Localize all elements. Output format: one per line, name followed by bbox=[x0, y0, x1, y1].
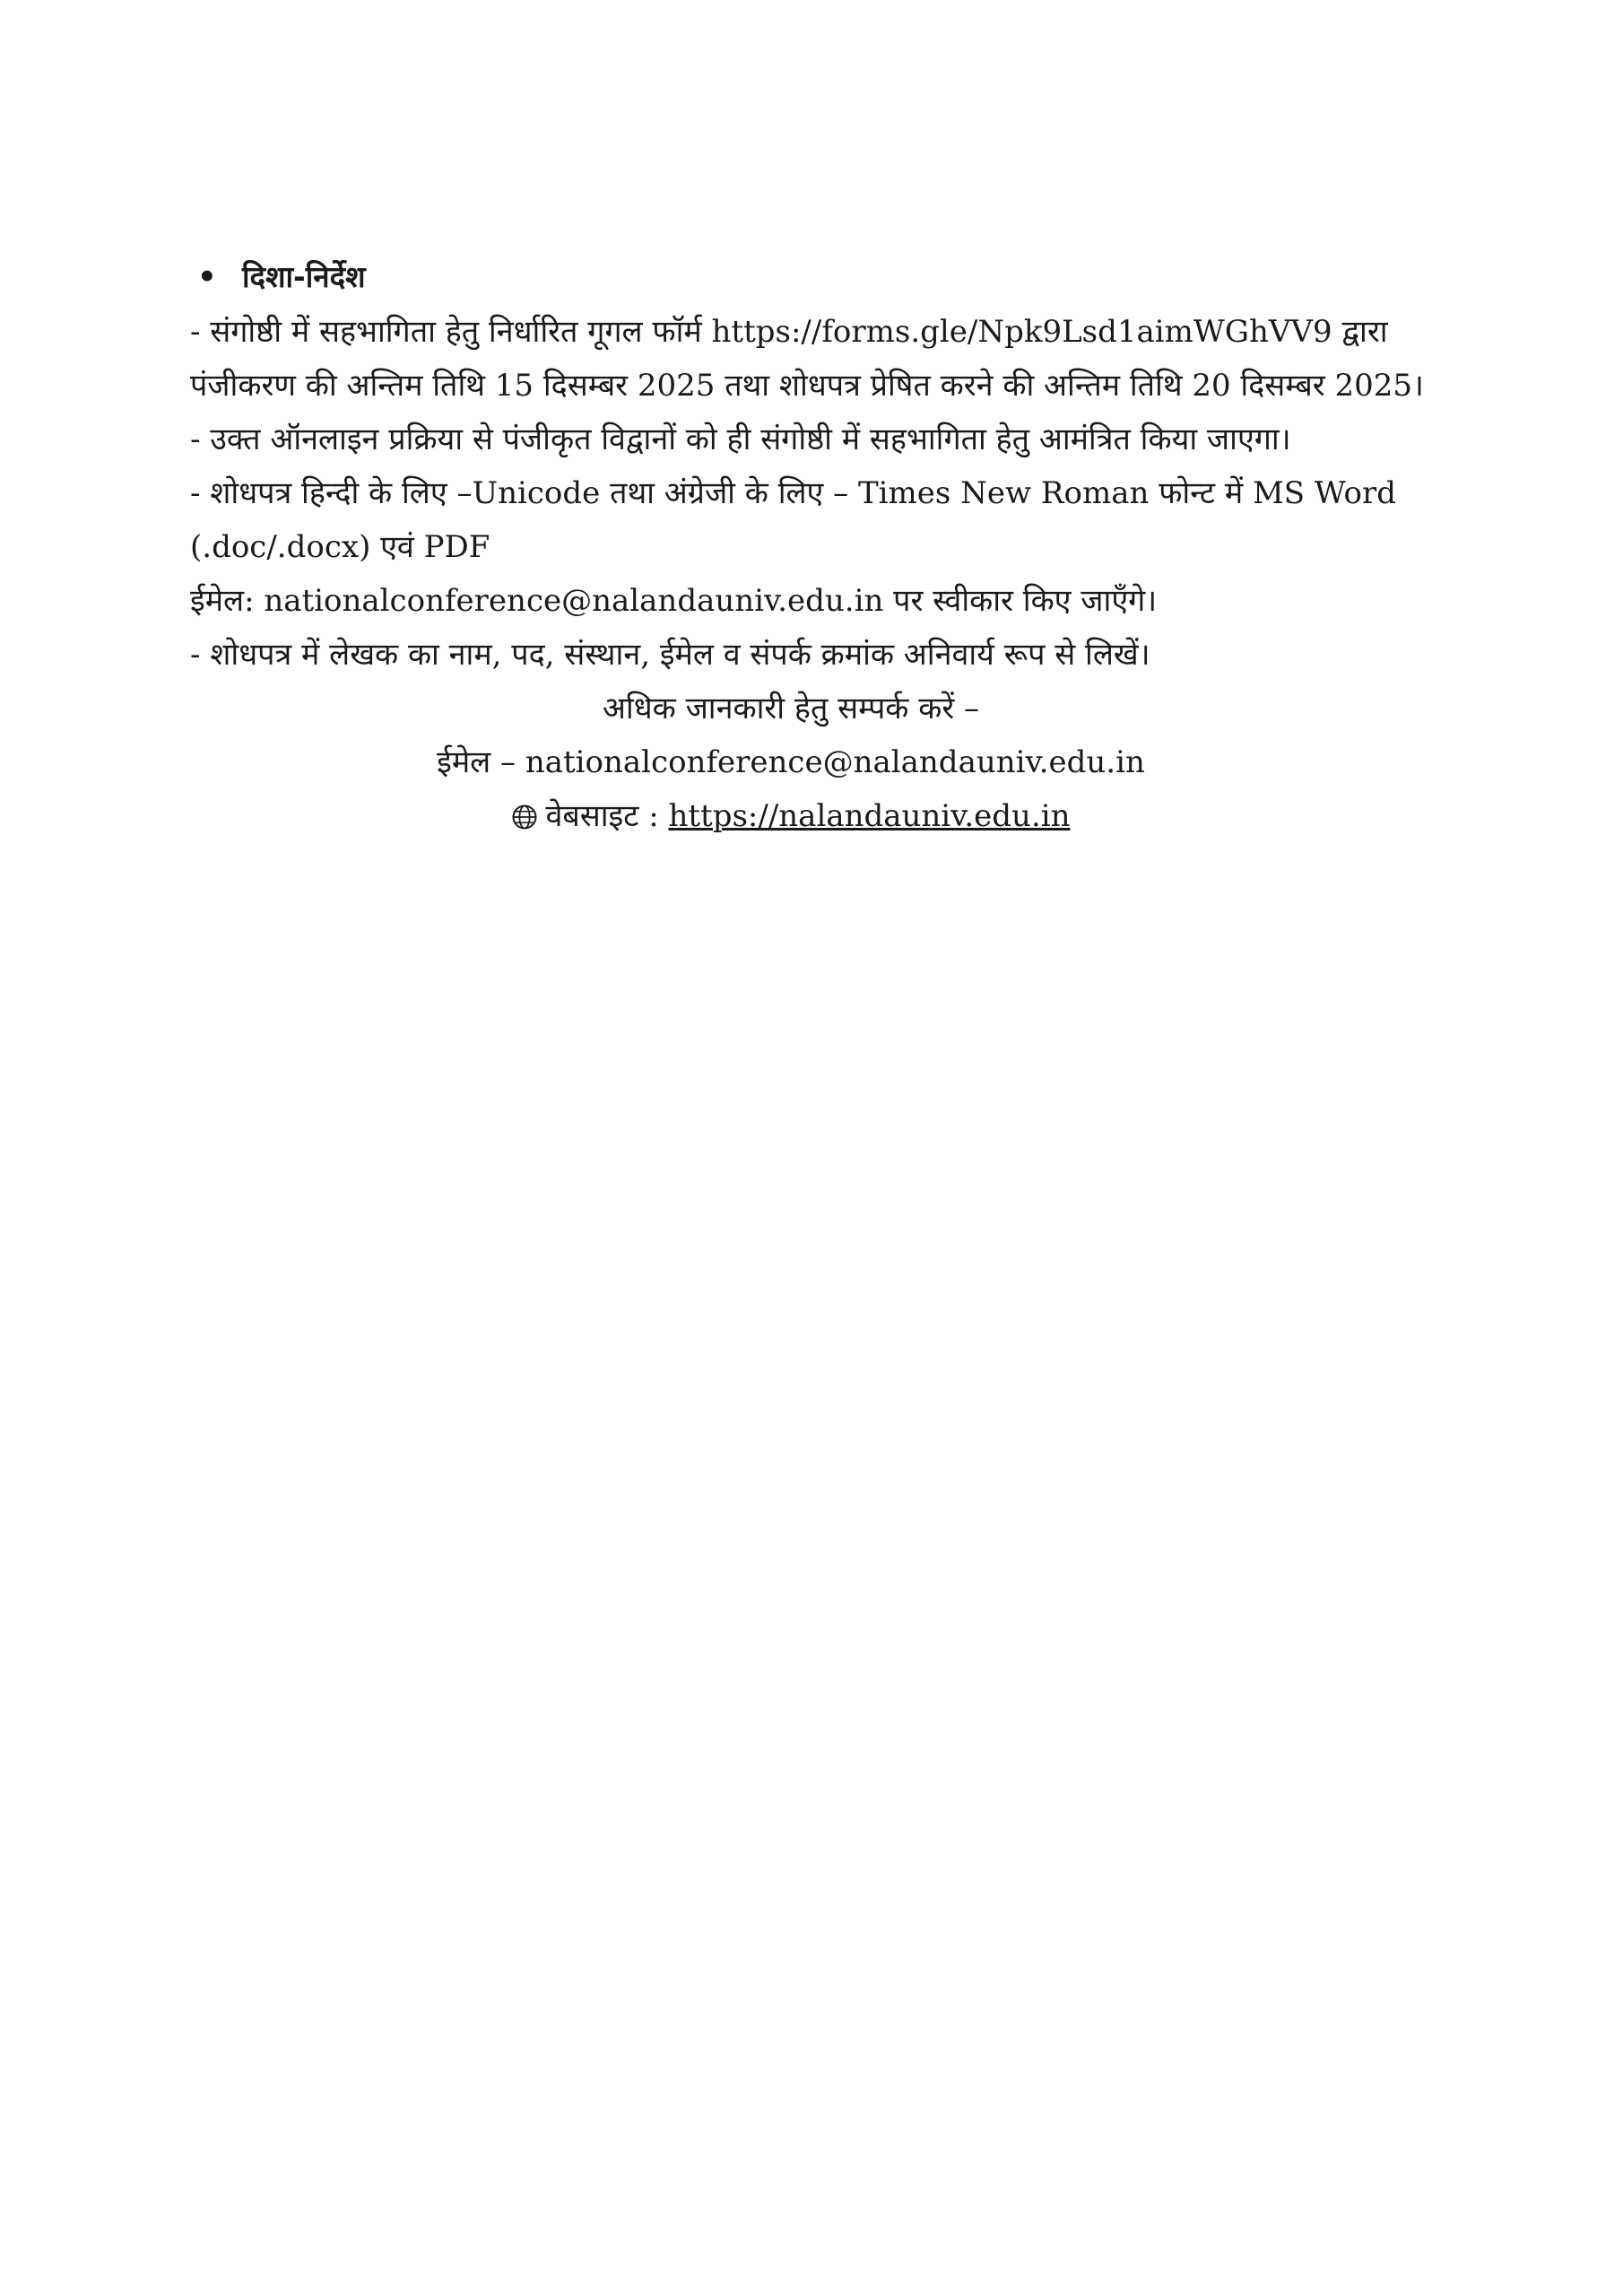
guideline-line-7: - शोधपत्र में लेखक का नाम, पद, संस्थान, ईमेल व संपर्क क्रमांक अनिवार्य रूप से लिखें। bbox=[190, 637, 1150, 673]
contact-website-row bbox=[190, 789, 1392, 843]
guideline-line-5: (.doc/.docx) एवं PDF bbox=[190, 529, 490, 565]
website-label: वेबसाइट : bbox=[545, 798, 669, 834]
guideline-line-6: ईमेल: nationalconference@nalandauniv.edu.in पर स्वीकार किए जाएँगे। bbox=[190, 583, 1158, 619]
website-link[interactable]: https://nalandauniv.edu.in bbox=[668, 798, 1071, 834]
bullet-marker: • bbox=[197, 259, 217, 295]
contact-email: ईमेल – nationalconference@nalandauniv.edu.in bbox=[437, 744, 1145, 780]
guideline-line-4: - शोधपत्र हिन्दी के लिए –Unicode तथा अंग्रेजी के लिए – Times New Roman फोन्ट में MS Word bbox=[190, 475, 1397, 511]
contact-intro: अधिक जानकारी हेतु सम्पर्क करें – bbox=[602, 691, 980, 726]
guideline-line-2: पंजीकरण की अन्तिम तिथि 15 दिसम्बर 2025 तथा शोधपत्र प्रेषित करने की अन्तिम तिथि 20 दिसम्बर 2025। bbox=[190, 368, 1424, 404]
guidelines-heading-row bbox=[190, 249, 1392, 305]
guideline-line-1: - संगोष्ठी में सहभागिता हेतु निर्धारित गूगल फॉर्म https://forms.gle/Npk9Lsd1aimWGhVV9 द्वारा bbox=[190, 314, 1388, 350]
globe-icon bbox=[511, 804, 538, 831]
guidelines-heading: दिशा-निर्देश bbox=[242, 259, 366, 294]
guideline-line-3: - उक्त ऑनलाइन प्रक्रिया से पंजीकृत विद्वानों को ही संगोष्ठी में सहभागिता हेतु आमंत्रित किया जाएगा। bbox=[190, 422, 1291, 457]
guidelines-section bbox=[190, 249, 1424, 843]
